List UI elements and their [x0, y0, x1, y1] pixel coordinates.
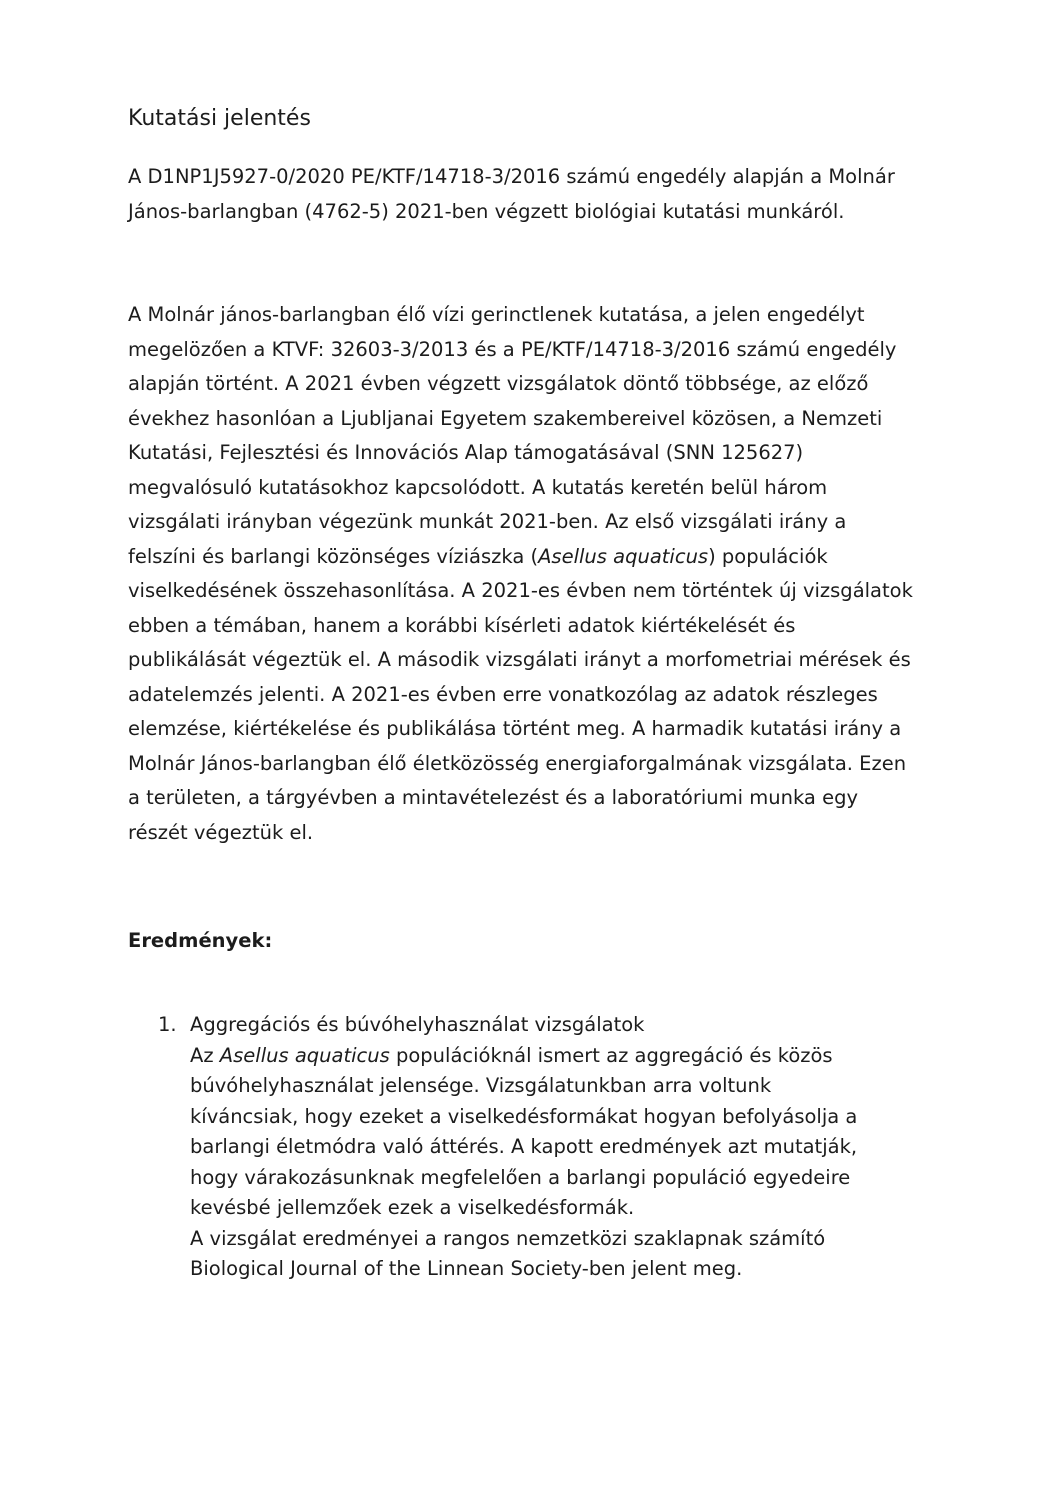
intro-paragraph: A D1NP1J5927-0/2020 PE/KTF/14718-3/2016 számú engedély alapján a Molnár János-barlangban (4762-5) 2021-ben végzett biológiai kutatási munkáról.	[128, 165, 895, 223]
body-text-part2: ) populációk viselkedésének összehasonlítása. A 2021-es évben nem történtek új vizsgálatok ebben a témában, hanem a korábbi kísérleti adatok kiértékelését és publikálását végeztük el. A második vizsgálati irányt a morfometriai mérések és adatelemzés jelenti. A 2021-es évben erre vonatkozólag az adatok részleges elemzése, kiértékelése és publikálása történt meg. A harmadik kutatási irány a Molnár János-barlangban élő életközösség energiaforgalmának vizsgálata. Ezen a területen, a tárgyévben a mintavételezést és a laboratóriumi munka egy részét végeztük el.	[128, 544, 913, 844]
list-item-text-body: populációknál ismert az aggregáció és közös búvóhelyhasználat jelensége. Vizsgálatunkban arra voltunk kíváncsiak, hogy ezeket a viselkedésformákat hogyan befolyásolja a barlangi életmódra való áttérés. A kapott eredmények azt mutatják, hogy várakozásunknak megfelelően a barlangi populáció egyedeire kevésbé jellemzőek ezek a viselkedésformák.	[190, 1043, 858, 1219]
results-list	[158, 1010, 878, 1285]
body-species-name: Asellus aquaticus	[538, 544, 709, 568]
list-item-number: 1.	[158, 1013, 177, 1036]
document-title: Kutatási jelentés	[128, 106, 311, 131]
list-item	[158, 1010, 878, 1285]
results-heading: Eredmények:	[128, 929, 273, 952]
list-item-publication: A vizsgálat eredményei a rangos nemzetközi szaklapnak számító Biological Journal of the Linnean Society-ben jelent meg.	[190, 1226, 826, 1280]
list-item-title: Aggregációs és búvóhelyhasználat vizsgálatok	[190, 1013, 645, 1036]
list-item-text-prefix: Az	[190, 1043, 214, 1067]
body-paragraph	[128, 298, 918, 850]
body-text-part1: A Molnár jános-barlangban élő vízi gerinctlenek kutatása, a jelen engedélyt megelözően a KTVF: 32603-3/2013 és a PE/KTF/14718-3/2016 számú engedély alapján történt. A 2021 évben végzett vizsgálatok döntő többsége, az előző évekhez hasonlóan a Ljubljanai Egyetem szakembereivel közösen, a Nemzeti Kutatási, Fejlesztési és Innovációs Alap támogatásával (SNN 125627) megvalósuló kutatásokhoz kapcsolódott. A kutatás keretén belül három vizsgálati irányban végezünk munkát 2021-ben. Az első vizsgálati irány a felszíni és barlangi közönséges víziászka (	[128, 303, 897, 568]
list-item-species-name: Asellus aquaticus	[219, 1043, 390, 1067]
list-item-text	[190, 1041, 878, 1224]
